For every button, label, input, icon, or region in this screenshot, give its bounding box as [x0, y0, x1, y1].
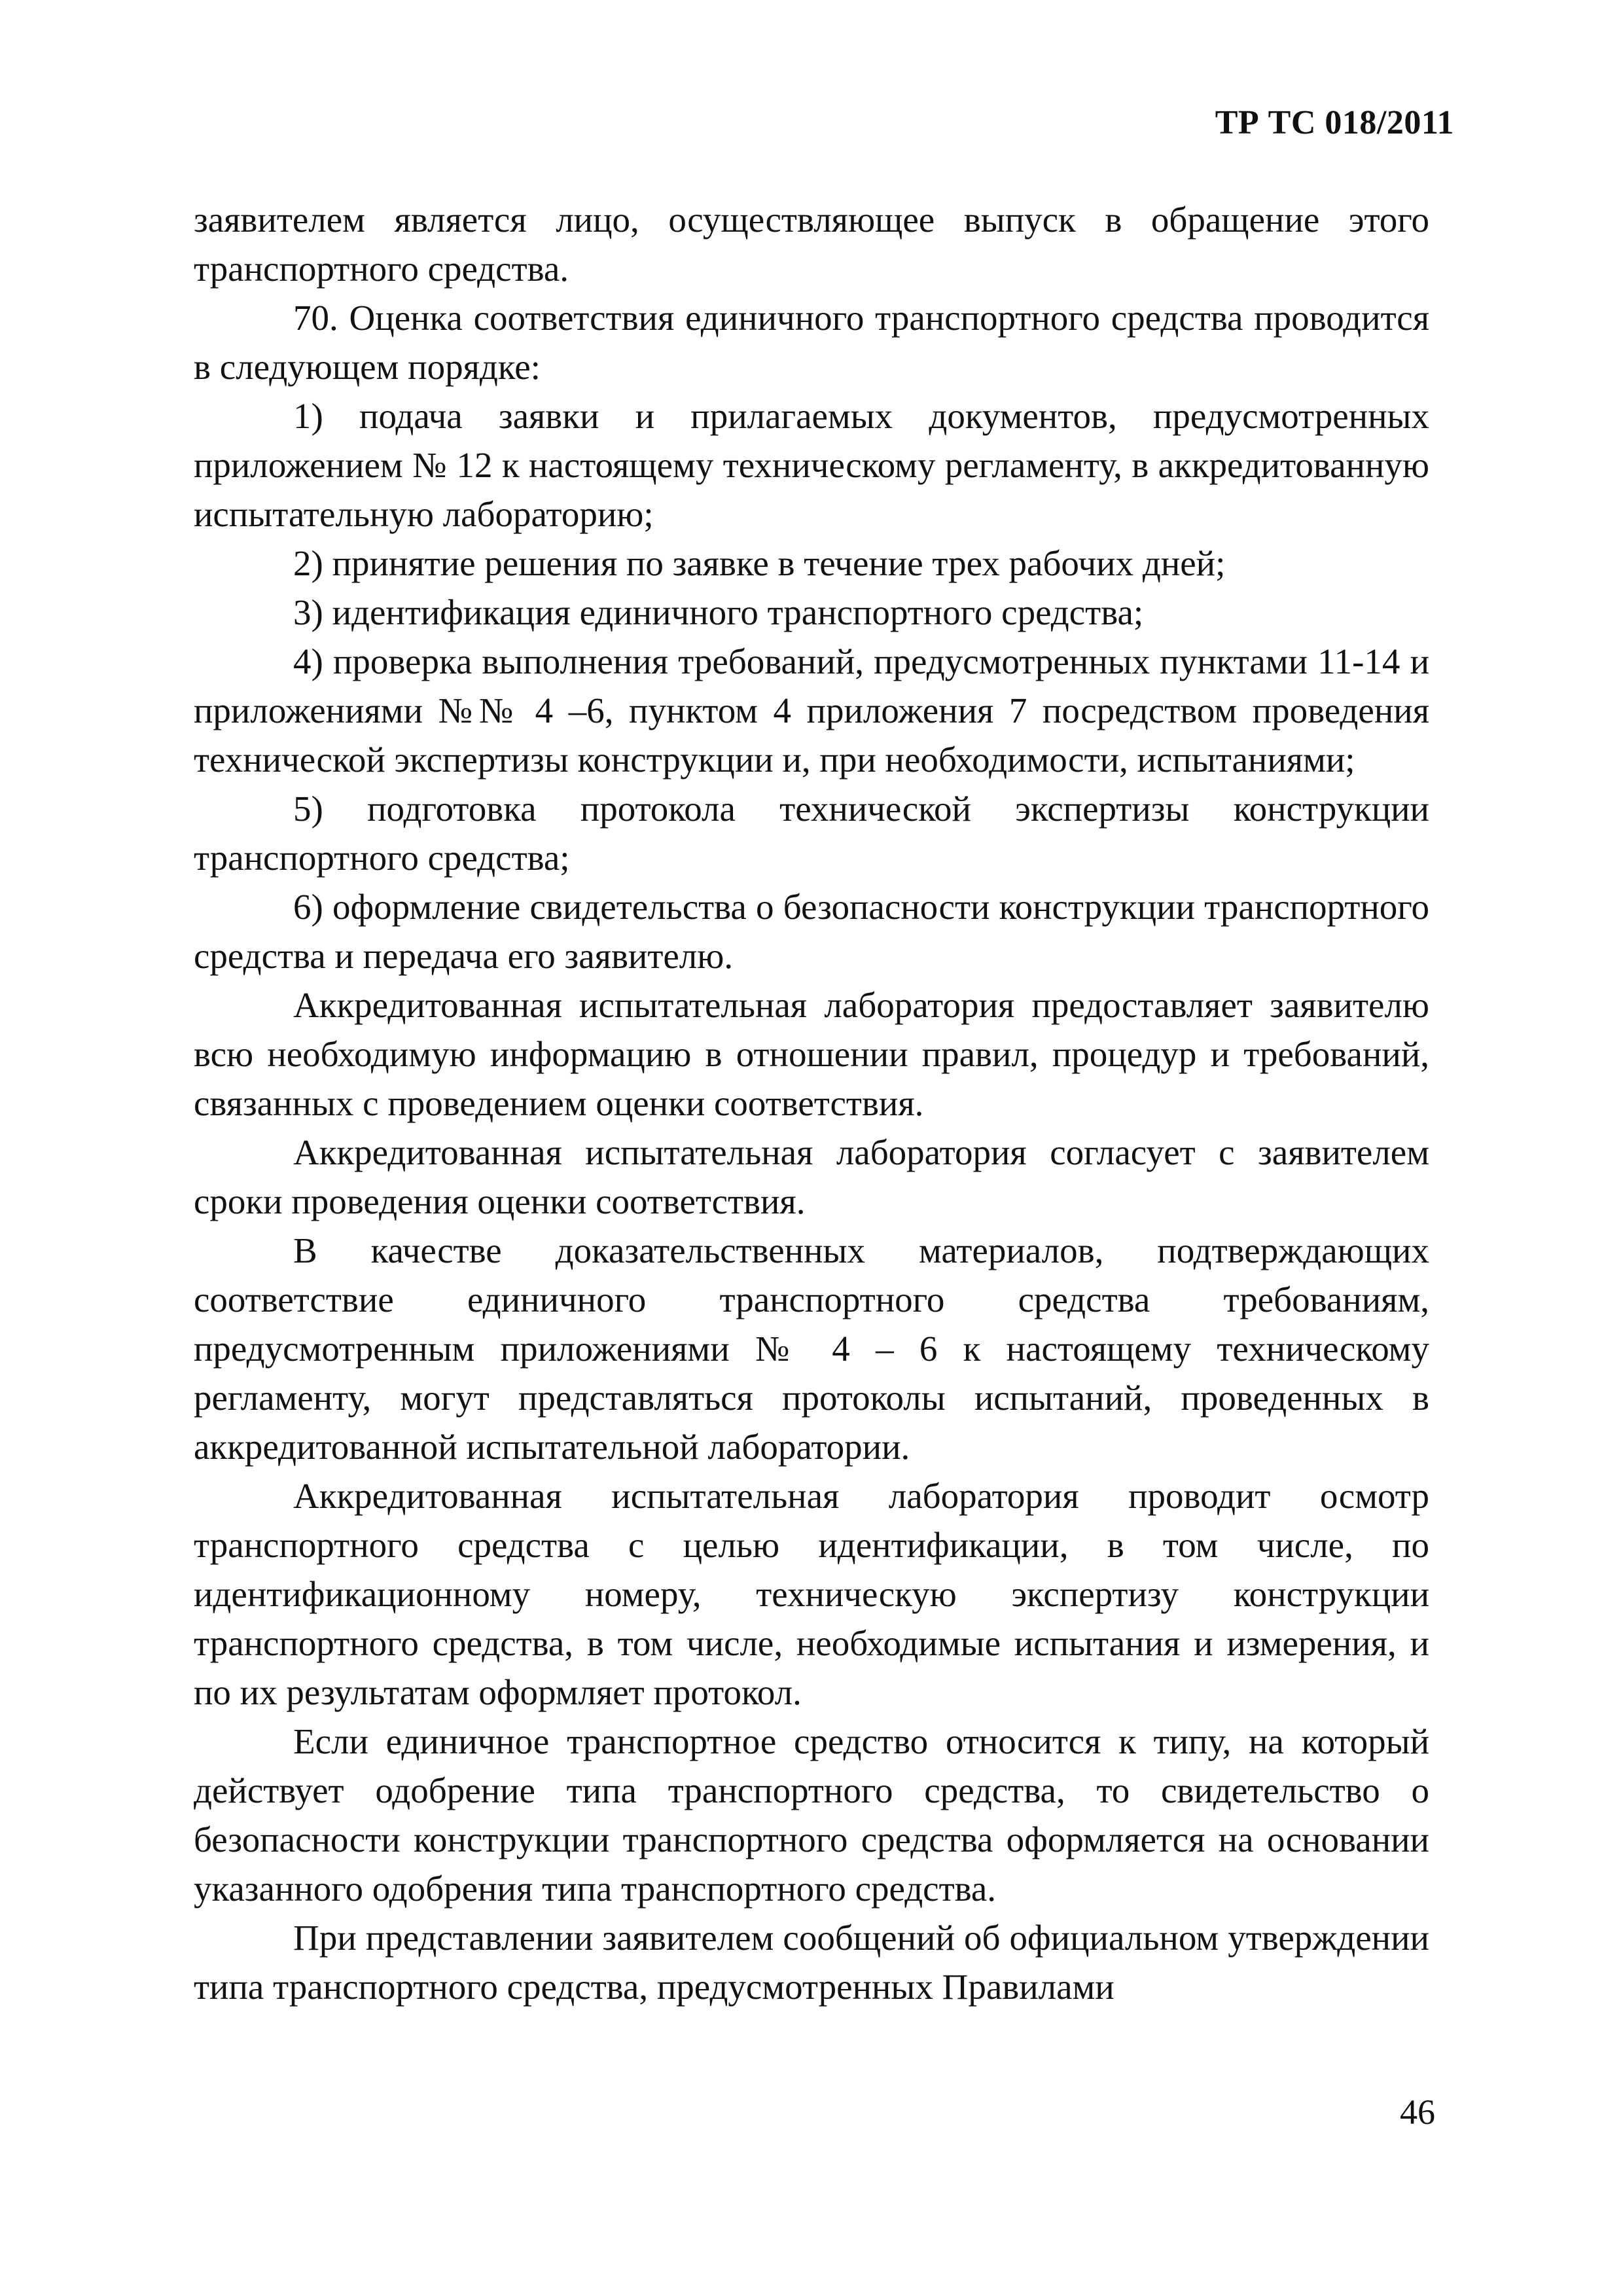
list-item: 2) принятие решения по заявке в течение трех рабочих дней;: [293, 543, 1226, 583]
list-item: 4) проверка выполнения требований, предусмотренных пунктами 11-14 и приложениями №№ 4 –6, пунктом 4 приложения 7 посредством проведения технической экспертизы конструкции и, при необходимости, испытаниями;: [194, 641, 1429, 780]
paragraph: Аккредитованная испытательная лаборатория согласует с заявителем сроки проведения оценки соответствия.: [194, 1132, 1429, 1221]
paragraph: Если единичное транспортное средство относится к типу, на который действует одобрение типа транспортного средства, то свидетельство о безопасности конструкции транспортного средства оформляется на основании указанного одобрения типа транспортного средства.: [194, 1721, 1429, 1909]
paragraph: заявителем является лицо, осуществляющее выпуск в обращение этого транспортного средства.: [194, 200, 1429, 289]
list-item: 6) оформление свидетельства о безопасности конструкции транспортного средства и передача его заявителю.: [194, 887, 1429, 976]
paragraph: Аккредитованная испытательная лаборатория предоставляет заявителю всю необходимую информацию в отношении правил, процедур и требований, связанных с проведением оценки соответствия.: [194, 985, 1429, 1123]
list-item: 1) подача заявки и прилагаемых документов, предусмотренных приложением № 12 к настоящему техническому регламенту, в аккредитованную испытательную лабораторию;: [194, 396, 1429, 534]
paragraph: Аккредитованная испытательная лаборатория проводит осмотр транспортного средства с целью идентификации, в том числе, по идентификационному номеру, техническую экспертизу конструкции транспортного средства, в том числе, необходимые испытания и измерения, и по их результатам оформляет протокол.: [194, 1476, 1429, 1712]
page-number: 46: [1400, 2092, 1435, 2132]
document-body: [194, 195, 1429, 2011]
document-header: ТР ТС 018/2011: [1215, 104, 1454, 141]
list-item: 5) подготовка протокола технической экспертизы конструкции транспортного средства;: [194, 789, 1429, 878]
paragraph: 70. Оценка соответствия единичного транспортного средства проводится в следующем порядке:: [194, 298, 1429, 387]
paragraph: При представлении заявителем сообщений об официальном утверждении типа транспортного средства, предусмотренных Правилами: [194, 1918, 1429, 2007]
paragraph: В качестве доказательственных материалов, подтверждающих соответствие единичного транспортного средства требованиям, предусмотренным приложениями № 4 – 6 к настоящему техническому регламенту, могут представляться протоколы испытаний, проведенных в аккредитованной испытательной лаборатории.: [194, 1230, 1429, 1467]
list-item: 3) идентификация единичного транспортного средства;: [293, 592, 1144, 632]
